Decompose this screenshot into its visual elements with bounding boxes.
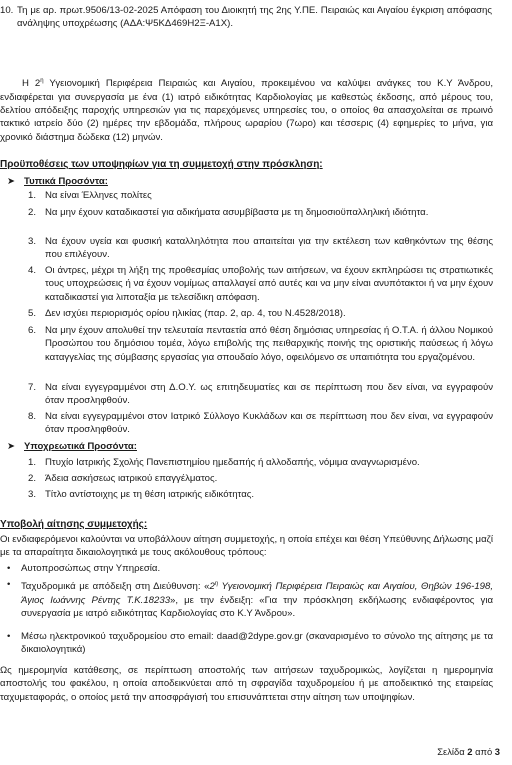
submission-option [0, 562, 493, 575]
formal-item-text: Να μην έχουν καταδικαστεί για αδικήματα ασυμβίβαστα με τη δημοσιοϋπαλληλική ιδιότητα. [45, 207, 429, 218]
formal-item-text: Να είναι εγγεγραμμένοι στον Ιατρικό Σύλλογο Κυκλάδων και σε περίπτωση που δεν είναι, να εγγραφούν όταν προσληφθούν. [45, 411, 493, 436]
item-number: 3. [28, 489, 37, 500]
formal-item-text: Να είναι Έλληνες πολίτες [45, 190, 152, 201]
required-item [28, 456, 493, 469]
postal-address: Υγειονομική Περιφέρεια Πειραιώς και Αιγαίου, Θηβών 196-198, Άγιος Ιωάννης Ρέντης Τ.Κ.18233 [21, 581, 493, 606]
item-number: 7. [28, 382, 37, 393]
required-item-text: Τίτλο αντίστοιχης με τη θέση ιατρικής ειδικότητας. [45, 489, 255, 500]
required-qualifications-label: Υποχρεωτικά Προσόντα: [24, 441, 137, 452]
item-number: 4. [28, 265, 37, 276]
submission-option [0, 578, 493, 620]
item-number: 1. [28, 190, 37, 201]
postal-address-start: 2 [209, 581, 215, 593]
submission-intro: Οι ενδιαφερόμενοι καλούνται να υποβάλλουν αίτηση συμμετοχής, η οποία επέχει και θέση Υπεύθυνης Δήλωσης μαζί με τα απαραίτητα δικαιολογητικά με τους ακόλουθους τρόπους: [0, 534, 493, 559]
arrow-bullet-icon: ➤ [7, 176, 16, 187]
bullet-icon: • [7, 579, 11, 590]
submission-option-text: Μέσω ηλεκτρονικού ταχυδρομείου στο email: daad@2dype.gov.gr (σκαναρισμένο το σύνολο της αίτησης με τα δικαιολογητικά) [21, 631, 493, 656]
submission-option-text [21, 578, 493, 620]
required-item [28, 488, 493, 501]
formal-item [28, 189, 493, 202]
formal-item [28, 235, 493, 262]
item-number: 1. [28, 457, 37, 468]
submission-closing: Ως ημερομηνία κατάθεσης, σε περίπτωση αποστολής των αιτήσεων ταχυδρομικώς, λογίζεται η ημερομηνία αποστολής του φακέλου, η οποία αποδεικνύεται από τη σφραγίδα ταχυδρομείου ή με αποδεικτικό της εταιρείας ταχυμεταφοράς, ο οποίος μετά την αποσφράγισή του επισυνάπτεται στην αίτηση των υποψηφίων. [0, 665, 493, 703]
required-item-text: Άδεια ασκήσεως ιατρικού επαγγέλματος. [45, 473, 218, 484]
formal-item-text: Δεν ισχύει περιορισμός ορίου ηλικίας (παρ. 2, αρ. 4, του Ν.4528/2018). [45, 308, 346, 319]
item-number: 5. [28, 308, 37, 319]
item-number: 6. [28, 325, 37, 336]
formal-qualifications-label: Τυπικά Προσόντα: [24, 176, 108, 187]
page-label: Σελίδα [437, 746, 468, 757]
reference-item [0, 4, 492, 31]
formal-item [28, 324, 493, 364]
submission-option [0, 630, 493, 657]
page-current: 2 [467, 746, 473, 757]
formal-item [28, 206, 493, 219]
arrow-bullet-icon: ➤ [7, 441, 16, 452]
bullet-icon: • [7, 631, 11, 642]
formal-item-text: Να μην έχουν απολυθεί την τελευταία πενταετία από θέση δημόσιας υπηρεσίας ή Ο.Τ.Α. ή άλλου Νομικού Προσώπου του δημόσιου τομέα, λόγω επιβολής της πειθαρχικής ποινής της οριστικής παύσεως ή λόγω καταγγελίας της σύμβασης εργασίας για σπουδαίο λόγο, οφειλόμενο σε υπαιτιότητα του εργαζομένου. [45, 325, 493, 363]
prerequisites-heading: Προϋποθέσεις των υποψηφίων για τη συμμετοχή στην πρόσκληση: [0, 159, 323, 170]
intro-superscript: η [40, 78, 44, 84]
item-number: 8. [28, 411, 37, 422]
formal-item [28, 307, 493, 320]
intro-text-start: Η 2 [22, 78, 41, 90]
required-item [28, 472, 493, 485]
formal-item-text: Οι άντρες, μέχρι τη λήξη της προθεσμίας υποβολής των αιτήσεων, να έχουν εκπληρώσει τις στρατιωτικές τους υποχρεώσεις ή να έχουν νομίμως απαλλαγεί από αυτές και να μην είναι ανυπότακτοι ή να μην έχουν καταδικαστεί για λιποταξία με τελεσίδικη απόφαση. [45, 265, 493, 303]
postal-indication: », με την ένδειξη: «Για την πρόσκληση εκδήλωσης ενδιαφέροντος για συνεργασία με ιατρό ειδικότητας Καρδιολογίας στο Κ.Υ Άνδρου». [21, 594, 493, 619]
item-number: 2. [28, 473, 37, 484]
formal-item [28, 264, 493, 304]
item-number: 2. [28, 207, 37, 218]
postal-superscript: η [214, 581, 219, 587]
formal-item [28, 410, 493, 437]
required-item-text: Πτυχίο Ιατρικής Σχολής Πανεπιστημίου ημεδαπής ή αλλοδαπής, νόμιμα αναγνωρισμένο. [45, 457, 420, 468]
submission-heading: Υποβολή αίτησης συμμετοχής: [0, 519, 148, 530]
page-total: 3 [494, 746, 500, 757]
reference-item-number: 10. [0, 5, 14, 16]
formal-item-text: Να έχουν υγεία και φυσική καταλληλότητα που απαιτείται για την εκτέλεση των καθηκόντων της θέσης που επιλέγουν. [45, 236, 493, 261]
item-number: 3. [28, 236, 37, 247]
intro-text-rest: Υγειονομική Περιφέρεια Πειραιώς και Αιγαίου, προκειμένου να καλύψει ανάγκες του Κ.Υ Άνδρου, ενδιαφέρεται για συνεργασία με ένα (1) ιατρό ειδικότητας Καρδιολογίας με καθεστώς έκδοσης, από μέρους του, δελτίου απόδειξης παροχής υπηρεσιών για τις παρεχόμενες υπηρεσίες του, ο οποίος θα απασχολείται σε πρωινό τακτικό ιατρείο δύο (2) ημέρες την εβδομάδα, πλήρους ωραρίου (7ωρο) και τέσσερις (4) εφημερίες το μήνα, για χρονικό διάστημα δώδεκα (12) μηνών. [0, 78, 493, 143]
page-number [437, 745, 500, 758]
submission-option-text: Αυτοπροσώπως στην Υπηρεσία. [21, 563, 161, 574]
bullet-icon: • [7, 563, 11, 574]
page-of: από [472, 746, 495, 757]
intro-paragraph [0, 75, 493, 144]
reference-item-text: Τη με αρ. πρωτ.9506/13-02-2025 Απόφαση του Διοικητή της 2ης Υ.ΠΕ. Πειραιώς και Αιγαίου έγκριση απόφασης ανάληψης υποχρέωσης (ΑΔΑ:Ψ5ΚΔ469Η2Ξ-Α1Χ). [17, 5, 492, 30]
postal-intro: Ταχυδρομικά με απόδειξη στη Διεύθυνση: « [21, 581, 210, 593]
formal-item [28, 381, 493, 408]
formal-item-text: Να είναι εγγεγραμμένοι στη Δ.Ο.Υ. ως επιτηδευματίες και σε περίπτωση που δεν είναι, να εγγραφούν όταν προσληφθούν. [45, 382, 493, 407]
